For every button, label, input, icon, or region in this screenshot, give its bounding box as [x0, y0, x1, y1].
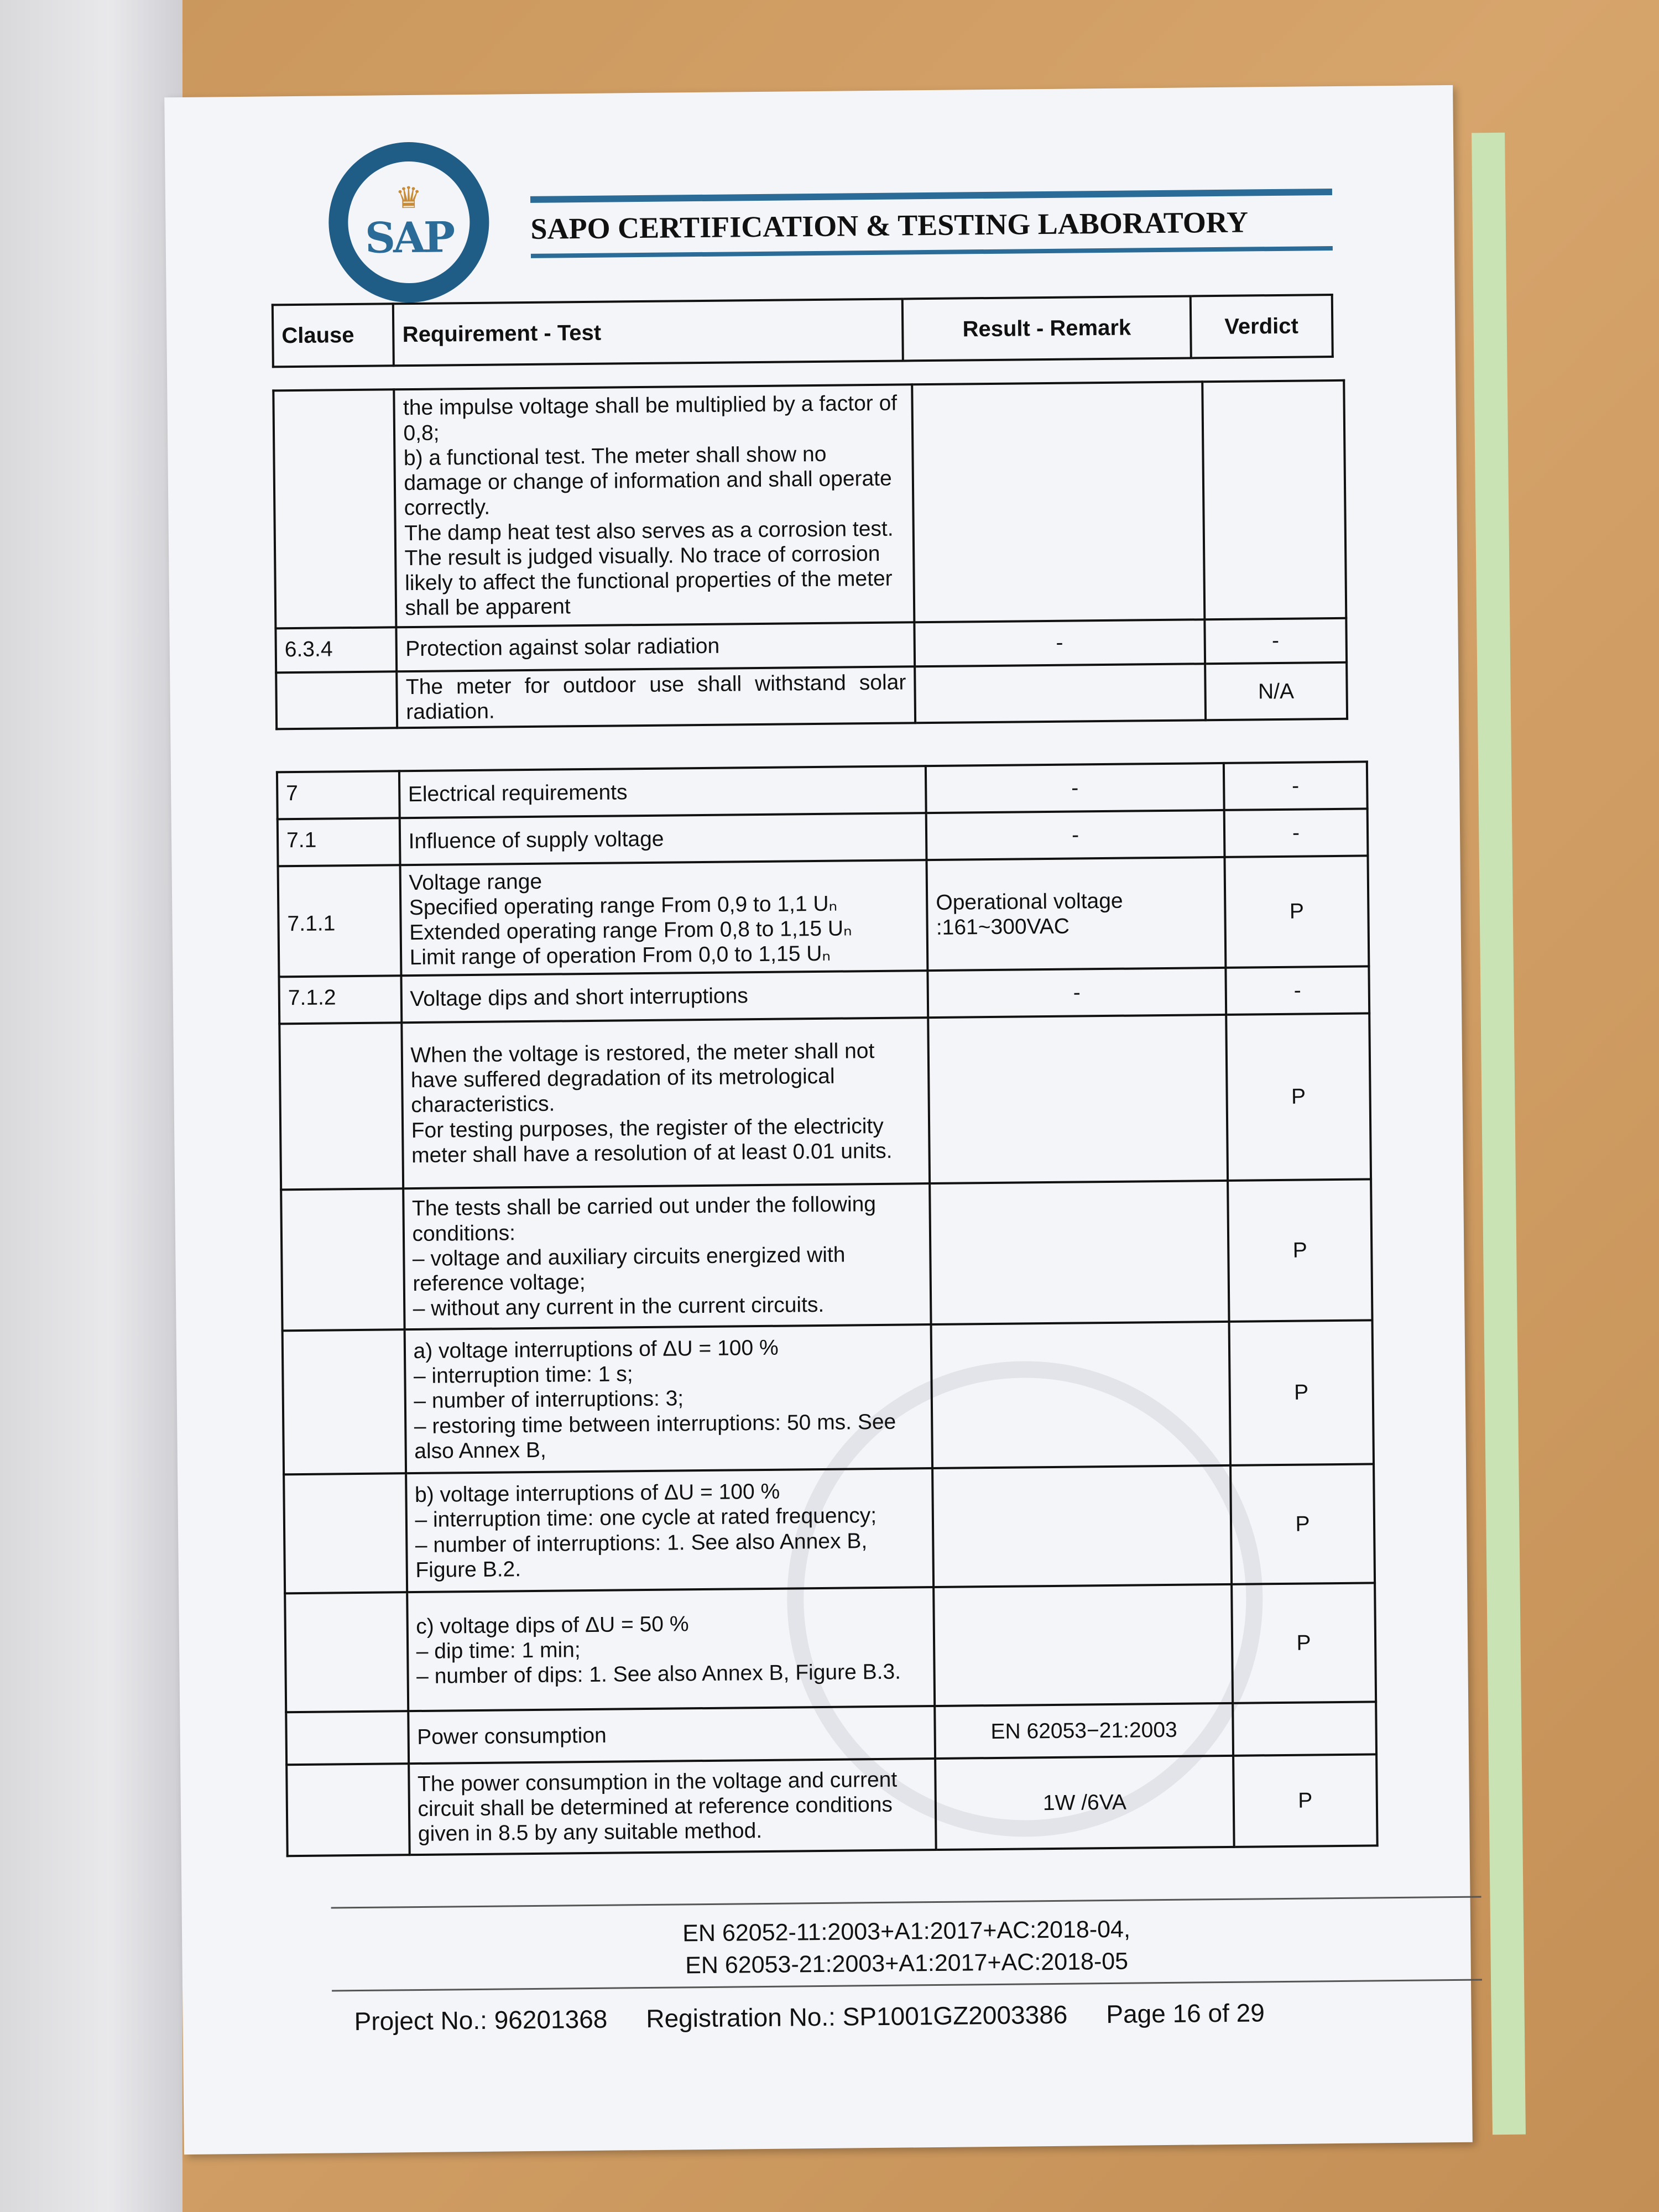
verdict-cell: P	[1233, 1754, 1378, 1846]
requirement-cell: The tests shall be carried out under the following conditions: – voltage and auxiliary circuits energized with reference voltage; – without any current in the current circuits.	[403, 1183, 931, 1329]
clause-cell	[286, 1764, 409, 1856]
verdict-cell: N/A	[1205, 662, 1347, 721]
standard-line-1: EN 62052-11:2003+A1:2017+AC:2018-04,	[682, 1916, 1131, 1947]
lab-title: SAPO CERTIFICATION & TESTING LABORATORY	[530, 189, 1333, 258]
result-cell	[912, 382, 1204, 622]
standard-reference	[331, 1896, 1482, 1985]
requirements-table-1	[272, 379, 1348, 731]
result-cell	[931, 1322, 1230, 1468]
table-row	[278, 855, 1369, 977]
sap-logo	[328, 142, 490, 304]
requirement-cell: c) voltage dips of ΔU = 50 % – dip time: 1 min; – number of dips: 1. See also Annex B, Figure B.3.	[407, 1587, 935, 1711]
header-result: Result - Remark	[902, 296, 1191, 361]
requirement-cell: Influence of supply voltage	[399, 813, 926, 865]
result-cell: -	[926, 763, 1224, 813]
document-page	[164, 85, 1473, 2154]
requirement-cell: Electrical requirements	[399, 766, 926, 818]
table-row	[283, 1320, 1374, 1474]
table-row	[281, 1179, 1372, 1331]
verdict-cell: P	[1228, 1179, 1373, 1321]
table-row	[279, 1013, 1371, 1190]
header-clause: Clause	[273, 304, 394, 367]
requirement-cell: the impulse voltage shall be multiplied by a factor of 0,8; b) a functional test. The meter shall show no damage or change of information and shall operate correctly. The damp heat test also serves as a corrosion test. The result is judged visually. No trace of corrosion likely to affect the functional properties of the meter shall be apparent	[394, 384, 915, 627]
cover-edge	[1472, 133, 1526, 2135]
result-cell	[928, 1015, 1228, 1183]
clause-cell: 7.1	[278, 818, 400, 866]
table-row	[273, 380, 1346, 629]
crown-icon: ♛	[395, 181, 422, 215]
left-page-edge	[0, 0, 182, 2212]
clause-cell	[285, 1592, 408, 1712]
clause-cell: 7.1.1	[278, 865, 401, 977]
result-cell	[933, 1584, 1233, 1706]
result-cell	[930, 1181, 1229, 1324]
verdict-cell: -	[1224, 761, 1368, 810]
requirement-cell: b) voltage interruptions of ΔU = 100 % – interruption time: one cycle at rated frequency; – number of interruptions: 1. See also Annex B, Figure B.2.	[406, 1468, 934, 1592]
result-cell: EN 62053−21:2003	[935, 1703, 1233, 1759]
registration-number: Registration No.: SP1001GZ2003386	[646, 2000, 1068, 2033]
verdict-cell: P	[1224, 855, 1369, 967]
verdict-cell: -	[1204, 618, 1347, 664]
verdict-cell: P	[1229, 1320, 1374, 1465]
verdict-cell	[1202, 380, 1346, 619]
verdict-cell: -	[1225, 966, 1369, 1014]
clause-cell	[283, 1329, 406, 1474]
clause-cell	[279, 1022, 403, 1190]
requirement-cell: Power consumption	[408, 1706, 935, 1764]
verdict-cell	[1233, 1702, 1376, 1755]
result-cell: Operational voltage :161~300VAC	[927, 857, 1226, 971]
requirement-cell: When the voltage is restored, the meter shall not have suffered degradation of its metrological characteristics. For testing purposes, the register of the electricity meter shall have a resolution of at least 0.01 units.	[401, 1018, 930, 1188]
page-number: Page 16 of 29	[1106, 1998, 1265, 2029]
clause-cell	[281, 1188, 404, 1331]
verdict-cell: P	[1232, 1583, 1376, 1703]
header-verdict: Verdict	[1190, 295, 1332, 358]
result-cell: 1W /6VA	[935, 1756, 1234, 1850]
clause-cell	[273, 389, 397, 628]
logo-text: SAP	[364, 212, 453, 263]
table-row	[276, 662, 1347, 729]
header-requirement: Requirement - Test	[393, 299, 903, 366]
requirement-cell: Voltage dips and short interruptions	[401, 971, 928, 1022]
verdict-cell: -	[1224, 808, 1368, 857]
result-cell	[915, 664, 1206, 723]
table-row	[284, 1464, 1375, 1593]
requirement-cell: The power consumption in the voltage and current circuit shall be determined at reference conditions given in 8.5 by any suitable method.	[409, 1759, 936, 1855]
clause-cell: 6.3.4	[275, 627, 397, 672]
clause-cell: 7.1.2	[279, 975, 401, 1024]
clause-cell	[284, 1473, 407, 1593]
verdict-cell: P	[1230, 1464, 1375, 1584]
standard-line-2: EN 62053-21:2003+A1:2017+AC:2018-05	[685, 1948, 1129, 1979]
column-header-table	[272, 294, 1334, 368]
requirement-cell: Voltage range Specified operating range From 0,9 to 1,1 Uₙ Extended operating range From 0,8 to 1,15 Uₙ Limit range of operation From 0,0 to 1,15 Uₙ	[400, 860, 928, 975]
clause-cell	[286, 1711, 408, 1765]
result-cell: -	[926, 810, 1224, 860]
requirement-cell: Protection against solar radiation	[397, 622, 915, 671]
clause-cell	[276, 671, 397, 729]
table-row	[286, 1702, 1376, 1765]
project-number: Project No.: 96201368	[354, 2004, 608, 2036]
footer	[354, 1996, 1460, 2036]
result-cell: -	[928, 968, 1226, 1018]
table-row	[286, 1754, 1377, 1856]
result-cell	[932, 1465, 1232, 1587]
result-cell: -	[914, 619, 1205, 666]
table-row	[285, 1583, 1376, 1712]
clause-cell: 7	[277, 771, 399, 819]
requirement-cell: The meter for outdoor use shall withstand solar radiation.	[397, 666, 915, 728]
verdict-cell: P	[1226, 1013, 1371, 1180]
requirement-cell: a) voltage interruptions of ΔU = 100 % – interruption time: 1 s; – number of interruptions: 3; – restoring time between interruptions: 50 ms. See also Annex B,	[404, 1324, 932, 1473]
requirements-table-2	[276, 760, 1379, 1857]
